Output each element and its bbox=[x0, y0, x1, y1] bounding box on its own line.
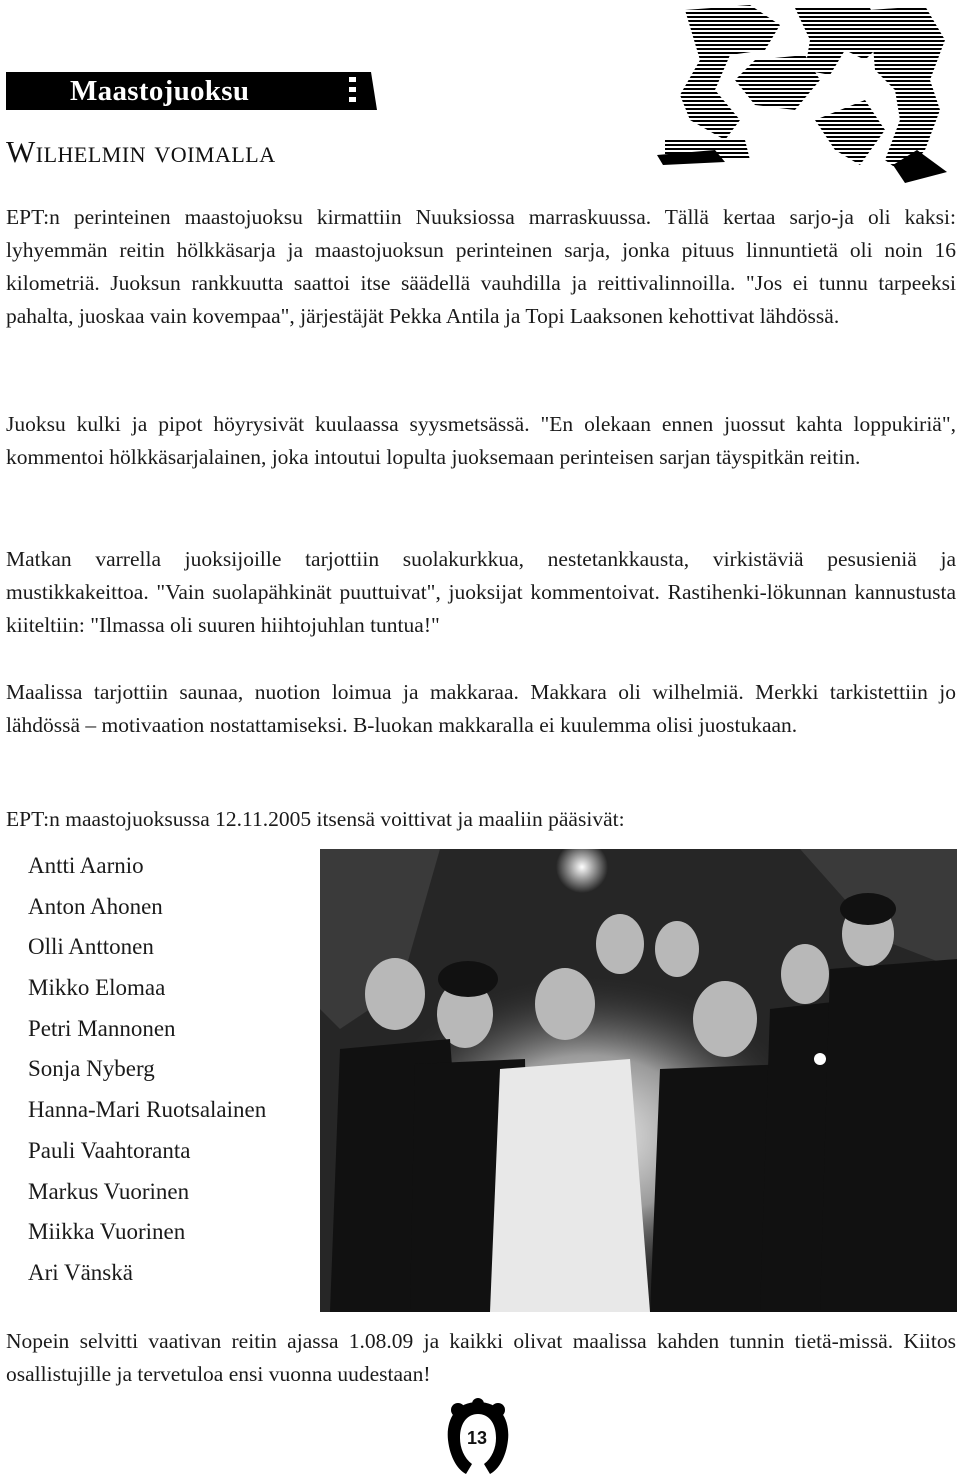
winner-name: Anton Ahonen bbox=[28, 893, 163, 919]
winner-name: Hanna-Mari Ruotsalainen bbox=[28, 1097, 267, 1123]
paragraph-refreshments: Matkan varrella juoksijoille tarjottiin suolakurkkua, nestetankkausta, virkistäviä pesusieniä ja mustikkakeittoa. "Vain suolapähkinät puuttuivat", juoksijat kommentoivat. Rastihenki-lökunnan kannustusta kiiteltiin: "Ilmassa oli suuren hiihtojuhlan tuntua!" bbox=[6, 547, 956, 637]
winner-name: Pauli Vaahtoranta bbox=[28, 1137, 191, 1163]
group-photo bbox=[320, 849, 957, 1312]
paragraph-finish: Maalissa tarjottiin saunaa, nuotion loimua ja makkaraa. Makkara oli wilhelmiä. Merkki tarkistettiin jo lähdössä – motivaation nostattamiseksi. B-luokan makkaralla ei kuulemma olisi juostukaan. bbox=[6, 680, 956, 737]
winners-heading: EPT:n maastojuoksussa 12.11.2005 itsensä voittivat ja maaliin pääsivät: bbox=[6, 807, 625, 831]
section-title: Maastojuoksu bbox=[70, 75, 250, 107]
runner-logo-icon bbox=[655, 0, 955, 185]
winner-name: Mikko Elomaa bbox=[28, 975, 166, 1001]
paragraph-closing: Nopein selvitti vaativan reitin ajassa 1.08.09 ja kaikki olivat maalissa kahden tunnin tietä-missä. Kiitos osallistujille ja tervetuloa ensi vuonna uudestaan! bbox=[6, 1329, 956, 1386]
winner-name: Olli Anttonen bbox=[28, 934, 154, 960]
winner-name: Antti Aarnio bbox=[28, 853, 144, 878]
winner-name: Petri Mannonen bbox=[28, 1015, 176, 1041]
paragraph-intro: EPT:n perinteinen maastojuoksu kirmattiin Nuuksiossa marraskuussa. Tällä kertaa sarjo-ja oli kaksi: lyhyemmän reitin hölkkäsarja ja maastojuoksun perinteinen sarja, jonka pituus linnuntietä oli noin 16 kilometriä. Juoksun rankkuutta saattoi itse säädellä vauhdilla ja reittivalinnoilla. "Jos ei tunnu tarpeeksi pahalta, juoskaa vain kovempaa", järjestäjät Pekka Antila ja Topi Laaksonen kehottivat lähdössä. bbox=[6, 205, 956, 328]
winner-name: Sonja Nyberg bbox=[28, 1056, 155, 1082]
ticket-stub-icon bbox=[343, 72, 377, 110]
page-number: 13 bbox=[466, 1428, 488, 1448]
article-title: Wilhelmin voimalla bbox=[6, 134, 276, 169]
winner-list bbox=[28, 846, 266, 1294]
winner-name: Miikka Vuorinen bbox=[28, 1219, 186, 1245]
winner-name: Markus Vuorinen bbox=[28, 1178, 190, 1204]
winner-name: Ari Vänskä bbox=[28, 1259, 133, 1285]
paragraph-run: Juoksu kulki ja pipot höyrysivät kuulaassa syysmetsässä. "En olekaan ennen juossut kahta loppukiriä", kommentoi hölkkäsarjalainen, joka intoutui lopulta juoksemaan perinteisen sarjan täyspitkän reitin. bbox=[6, 412, 956, 469]
